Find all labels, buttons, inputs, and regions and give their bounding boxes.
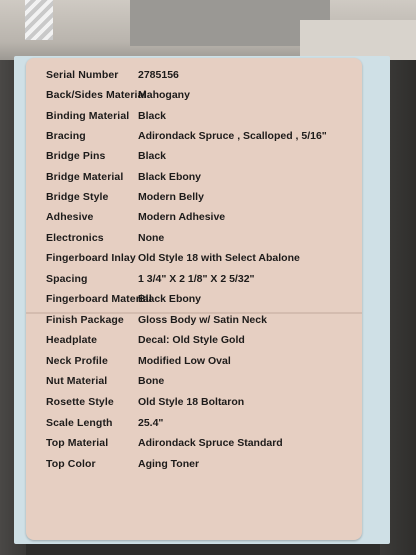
spec-value: Black bbox=[138, 110, 167, 122]
spec-value: Decal: Old Style Gold bbox=[138, 334, 245, 346]
spec-label: Electronics bbox=[46, 232, 104, 244]
spec-label: Scale Length bbox=[46, 417, 113, 429]
spec-row-rosette-style bbox=[26, 394, 362, 412]
spec-label: Back/Sides Material bbox=[46, 89, 147, 101]
spec-value: Modern Adhesive bbox=[138, 211, 226, 223]
spec-label: Bridge Material bbox=[46, 171, 124, 183]
spec-value: Bone bbox=[138, 375, 165, 387]
spec-label: Rosette Style bbox=[46, 396, 114, 408]
spec-row-top-material bbox=[26, 435, 362, 453]
spec-row-nut-material bbox=[26, 373, 362, 391]
spec-row-fingerboard-inlay bbox=[26, 250, 362, 268]
spec-row-finish-package bbox=[26, 312, 362, 330]
spec-row-back-sides-material bbox=[26, 87, 362, 105]
spec-row-binding-material bbox=[26, 108, 362, 126]
spec-row-serial-number bbox=[26, 67, 362, 85]
spec-row-headplate bbox=[26, 332, 362, 350]
spec-card bbox=[26, 58, 362, 540]
spec-label: Finish Package bbox=[46, 314, 124, 326]
spec-row-neck-profile bbox=[26, 353, 362, 371]
spec-value: Adirondack Spruce Standard bbox=[138, 437, 283, 449]
spec-label: Top Material bbox=[46, 437, 109, 449]
spec-value: Aging Toner bbox=[138, 458, 200, 470]
spec-row-scale-length bbox=[26, 415, 362, 433]
spec-row-bracing bbox=[26, 128, 362, 146]
spec-value: Modern Belly bbox=[138, 191, 204, 203]
spec-label: Adhesive bbox=[46, 211, 94, 223]
spec-row-bridge-pins bbox=[26, 148, 362, 166]
spec-row-bridge-material bbox=[26, 169, 362, 187]
spec-value: Mahogany bbox=[138, 89, 190, 101]
spec-label: Nut Material bbox=[46, 375, 108, 387]
spec-value: Gloss Body w/ Satin Neck bbox=[138, 314, 267, 326]
spec-label: Serial Number bbox=[46, 69, 119, 81]
spec-value: Old Style 18 with Select Abalone bbox=[138, 252, 300, 264]
spec-label: Headplate bbox=[46, 334, 98, 346]
spec-row-electronics bbox=[26, 230, 362, 248]
spec-row-fingerboard-material bbox=[26, 291, 362, 309]
spec-row-adhesive bbox=[26, 209, 362, 227]
spec-label: Binding Material bbox=[46, 110, 130, 122]
spec-value: None bbox=[138, 232, 165, 244]
spec-row-bridge-style bbox=[26, 189, 362, 207]
spec-row-spacing bbox=[26, 271, 362, 289]
spec-label: Bracing bbox=[46, 130, 86, 142]
spec-value: Modified Low Oval bbox=[138, 355, 231, 367]
spec-value: 25.4" bbox=[138, 417, 164, 429]
spec-label: Fingerboard Inlay bbox=[46, 252, 136, 264]
spec-value: 2785156 bbox=[138, 69, 179, 81]
spec-value: Black Ebony bbox=[138, 293, 202, 305]
spec-value: Adirondack Spruce , Scalloped , 5/16" bbox=[138, 130, 327, 142]
spec-label: Bridge Style bbox=[46, 191, 109, 203]
spec-label: Bridge Pins bbox=[46, 150, 106, 162]
spec-label: Fingerboard Material bbox=[46, 293, 152, 305]
striped-tag bbox=[25, 0, 53, 40]
spec-label: Spacing bbox=[46, 273, 88, 285]
spec-label: Top Color bbox=[46, 458, 96, 470]
spec-label: Neck Profile bbox=[46, 355, 108, 367]
spec-value: 1 3/4" X 2 1/8" X 2 5/32" bbox=[138, 273, 255, 285]
spec-row-top-color bbox=[26, 456, 362, 474]
spec-value: Black bbox=[138, 150, 167, 162]
spec-value: Black Ebony bbox=[138, 171, 202, 183]
spec-value: Old Style 18 Boltaron bbox=[138, 396, 245, 408]
